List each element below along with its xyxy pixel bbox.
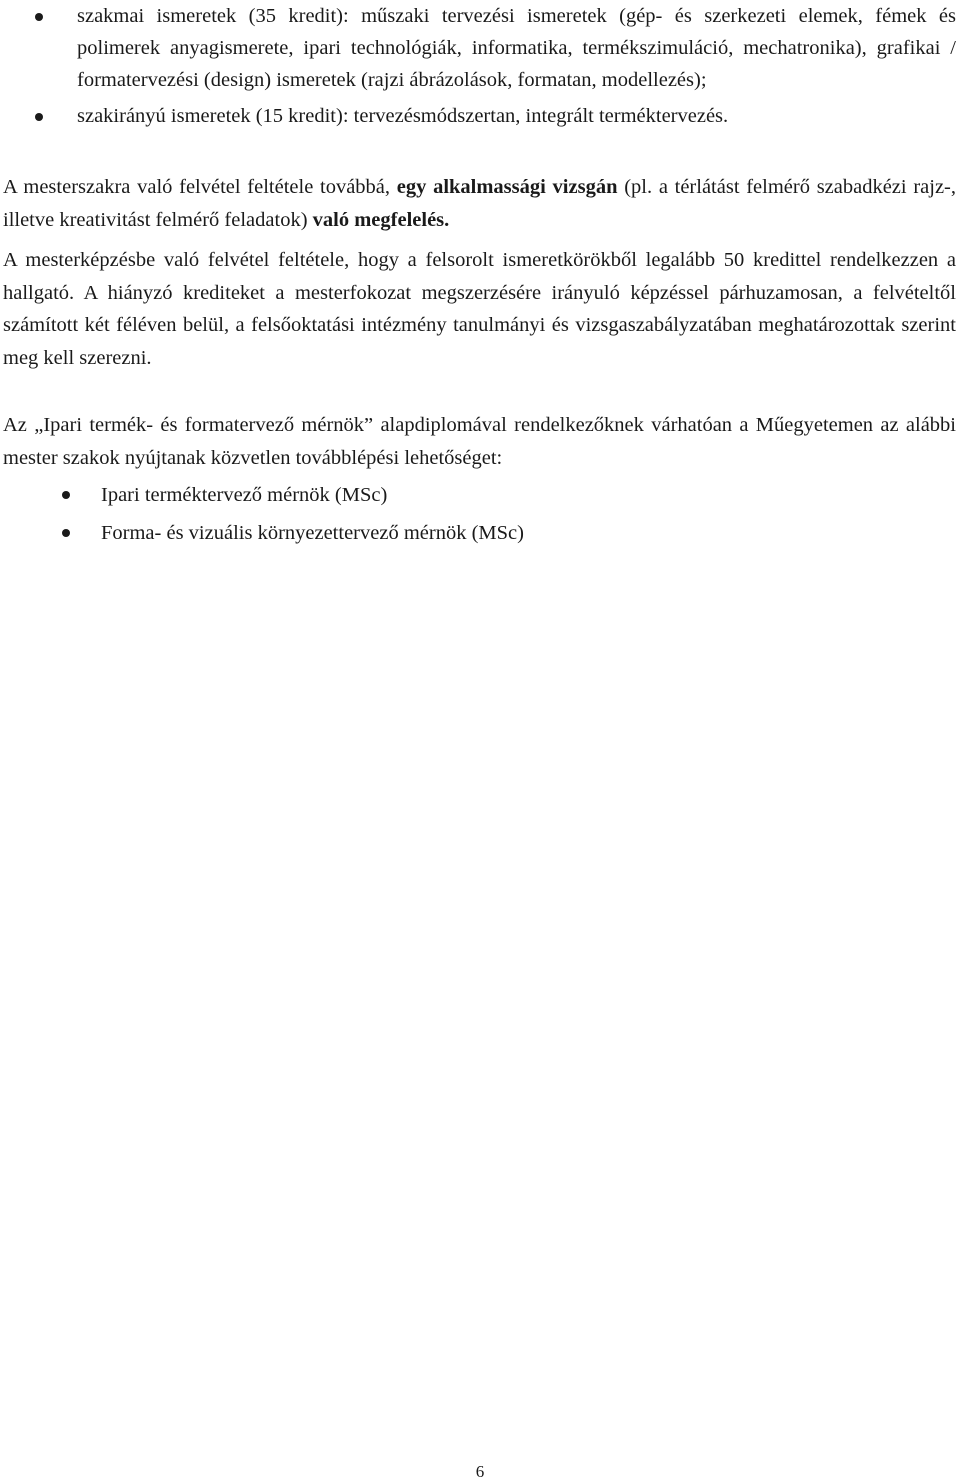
continuation-paragraph: Az „Ipari termék- és formatervező mérnök” alapdiplomával rendelkezőknek várhatóan a Műegyetemen az alábbi mester szakok nyújtanak közvetlen továbblépési lehetőséget: [3,414,956,469]
text-span: (pl. a térlátást felmérő szabadkézi rajz-, illetve kreativitást felmérő feladatok) [3,176,956,231]
bold-text: való megfelelés. [312,208,450,231]
list-item: Ipari terméktervező mérnök (MSc) [0,479,960,511]
bold-text: egy alkalmassági vizsgán [396,176,618,198]
list-item: szakmai ismeretek (35 kredit): műszaki tervezési ismeretek (gép- és szerkezeti elemek, fémek és polimerek anyagismerete, ipari technológiák, informatika, termékszimuláció, mechatronika), grafikai / formatervezési (design) ismeretek (rajzi ábrázolások, formatan, modellezés); [0,0,960,96]
text-span: A mesterszakra való felvétel feltétele továbbá, [3,176,397,198]
admission-condition-paragraph [3,171,956,236]
credit-requirement-paragraph: A mesterképzésbe való felvétel feltétele, hogy a felsorolt ismeretkörökből legalább 50 kredittel rendelkezzen a hallgató. A hiányzó krediteket a mesterfokozat megszerzésére irányuló képzéssel párhuzamosan, a felvételtől számított két féléven belül, a felsőoktatási intézmény tanulmányi és vizsgaszabályzatában meghatározottak szerint meg kell szerezni. [3,249,956,369]
knowledge-areas-list [0,0,960,132]
list-item: szakirányú ismeretek (15 kredit): tervezésmódszertan, integrált terméktervezés. [0,100,960,132]
list-item: Forma- és vizuális környezettervező mérnök (MSc) [0,517,960,549]
page-number: 6 [475,1462,485,1481]
master-programs-list [0,479,960,549]
